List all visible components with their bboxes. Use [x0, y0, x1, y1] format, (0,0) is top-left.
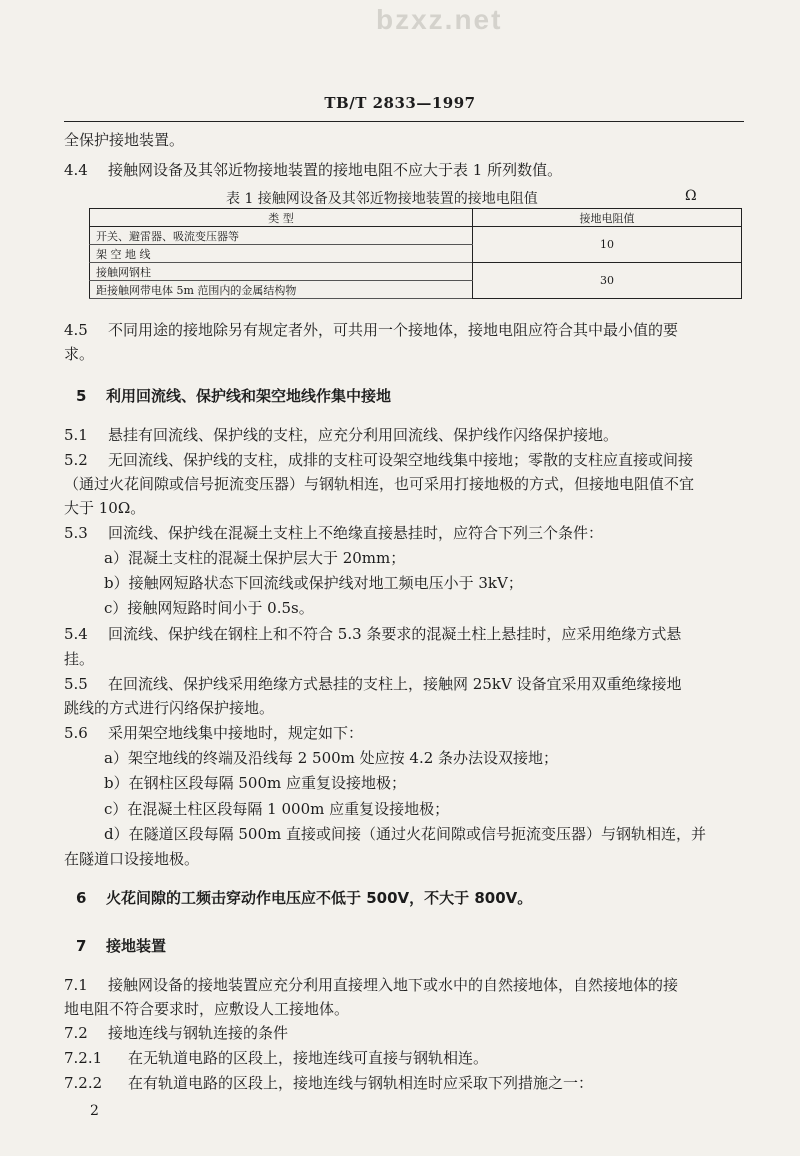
clause-line — [76, 386, 391, 406]
text-line — [104, 598, 314, 618]
clause-number: 4.5 — [64, 321, 88, 339]
clause-number: 5.5 — [64, 675, 88, 693]
clause-number: 7.2.2 — [64, 1074, 103, 1092]
clause-line — [76, 936, 166, 956]
page-number: 2 — [90, 1103, 99, 1119]
clause-line — [64, 160, 562, 180]
clause-line — [64, 674, 682, 694]
table-cell-type: 开关、避雷器、吸流变压器等 — [90, 227, 473, 245]
text-line — [64, 849, 199, 869]
clause-text: 接触网设备及其邻近物接地装置的接地电阻不应大于表 1 所列数值。 — [108, 161, 563, 179]
text-line — [64, 999, 349, 1019]
text-line — [104, 824, 706, 844]
clause-text: 悬挂有回流线、保护线的支柱，应充分利用回流线、保护线作闪络保护接地。 — [108, 426, 619, 444]
clause-text: 接地连线与钢轨连接的条件 — [108, 1024, 289, 1042]
clause-text: 全保护接地装置。 — [64, 131, 185, 149]
text-line — [64, 649, 94, 669]
clause-line — [64, 723, 363, 743]
clause-number: 7.2 — [64, 1024, 88, 1042]
clause-text: 采用架空地线集中接地时，规定如下： — [108, 724, 364, 742]
table-cell-value: 10 — [473, 227, 742, 263]
clause-line — [64, 1073, 593, 1093]
clause-line — [64, 1023, 288, 1043]
clause-line — [64, 1048, 488, 1068]
clause-text: 在无轨道电路的区段上，接地连线可直接与钢轨相连。 — [128, 1049, 489, 1067]
table-unit: Ω — [685, 188, 697, 204]
clause-text: 回流线、保护线在钢柱上和不符合 5.3 条要求的混凝土柱上悬挂时，应采用绝缘方式悬 — [108, 625, 682, 643]
clause-text: 跳线的方式进行闪络保护接地。 — [64, 699, 275, 717]
clause-text: （通过火花间隙或信号扼流变压器）与钢轨相连，也可采用打接地极的方式，但接地电阻值不宜 — [64, 475, 695, 493]
clause-text: 在有轨道电路的区段上，接地连线与钢轨相连时应采取下列措施之一： — [128, 1074, 594, 1092]
text-line — [64, 130, 184, 150]
clause-text: 接地装置 — [106, 937, 167, 955]
clause-line — [64, 975, 678, 995]
clause-line — [64, 450, 693, 470]
table-caption: 表 1 接触网设备及其邻近物接地装置的接地电阻值 — [226, 191, 538, 207]
clause-text: c）在混凝土柱区段每隔 1 000m 应重复设接地极； — [104, 800, 450, 818]
watermark: bzxz.net — [376, 4, 503, 35]
clause-text: 在隧道口设接地极。 — [64, 850, 200, 868]
text-line — [104, 773, 406, 793]
clause-text: 接触网设备的接地装置应充分利用直接埋入地下或水中的自然接地体，自然接地体的接 — [108, 976, 679, 994]
table-header-type: 类 型 — [90, 209, 473, 227]
text-line — [64, 698, 274, 718]
clause-line — [76, 888, 532, 908]
clause-text: 回流线、保护线在混凝土支柱上不绝缘直接悬挂时，应符合下列三个条件： — [108, 524, 604, 542]
clause-text: d）在隧道区段每隔 500m 直接或间接（通过火花间隙或信号扼流变压器）与钢轨相连，并 — [104, 825, 706, 843]
clause-text: c）接触网短路时间小于 0.5s。 — [104, 599, 314, 617]
clause-text: 大于 10Ω。 — [64, 499, 146, 517]
clause-text: 不同用途的接地除另有规定者外，可共用一个接地体，接地电阻应符合其中最小值的要 — [108, 321, 679, 339]
clause-number: 5.4 — [64, 625, 88, 643]
text-line — [104, 573, 523, 593]
clause-text: b）在钢柱区段每隔 500m 应重复设接地极； — [104, 774, 406, 792]
grounding-resistance-table — [89, 208, 742, 299]
clause-number: 7 — [76, 937, 87, 955]
clause-text: a）架空地线的终端及沿线每 2 500m 处应按 4.2 条办法设双接地； — [104, 749, 559, 767]
clause-text: 求。 — [64, 345, 95, 363]
clause-text: 利用回流线、保护线和架空地线作集中接地 — [106, 387, 392, 405]
header-rule — [64, 121, 744, 122]
clause-number: 4.4 — [64, 161, 88, 179]
table-cell-value: 30 — [473, 263, 742, 299]
table-cell-type: 距接触网带电体 5m 范围内的金属结构物 — [90, 281, 473, 299]
clause-number: 5.1 — [64, 426, 88, 444]
text-line — [104, 748, 558, 768]
table-header-value: 接地电阻值 — [473, 209, 742, 227]
text-line — [64, 498, 145, 518]
text-line — [104, 548, 405, 568]
text-line — [64, 344, 94, 364]
text-line — [104, 799, 449, 819]
clause-line — [64, 523, 603, 543]
clause-text: 火花间隙的工频击穿动作电压应不低于 500V，不大于 800V。 — [106, 889, 533, 907]
clause-number: 5.3 — [64, 524, 88, 542]
clause-text: 地电阻不符合要求时，应敷设人工接地体。 — [64, 1000, 350, 1018]
clause-text: 无回流线、保护线的支柱，成排的支柱可设架空地线集中接地；零散的支柱应直接或间接 — [108, 451, 694, 469]
clause-line — [64, 320, 678, 340]
table-cell-type: 架 空 地 线 — [90, 245, 473, 263]
clause-text: 挂。 — [64, 650, 95, 668]
clause-number: 5 — [76, 387, 87, 405]
clause-number: 7.2.1 — [64, 1049, 103, 1067]
clause-line — [64, 425, 618, 445]
clause-number: 5.6 — [64, 724, 88, 742]
clause-text: b）接触网短路状态下回流线或保护线对地工频电压小于 3kV； — [104, 574, 523, 592]
clause-line — [64, 624, 681, 644]
standard-code-header: TB/T 2833—1997 — [324, 94, 476, 112]
clause-number: 6 — [76, 889, 87, 907]
clause-number: 7.1 — [64, 976, 88, 994]
clause-text: a）混凝土支柱的混凝土保护层大于 20mm； — [104, 549, 406, 567]
clause-number: 5.2 — [64, 451, 88, 469]
clause-text: 在回流线、保护线采用绝缘方式悬挂的支柱上，接触网 25kV 设备宜采用双重绝缘接地 — [108, 675, 682, 693]
table-cell-type: 接触网钢柱 — [90, 263, 473, 281]
text-line — [64, 474, 694, 494]
